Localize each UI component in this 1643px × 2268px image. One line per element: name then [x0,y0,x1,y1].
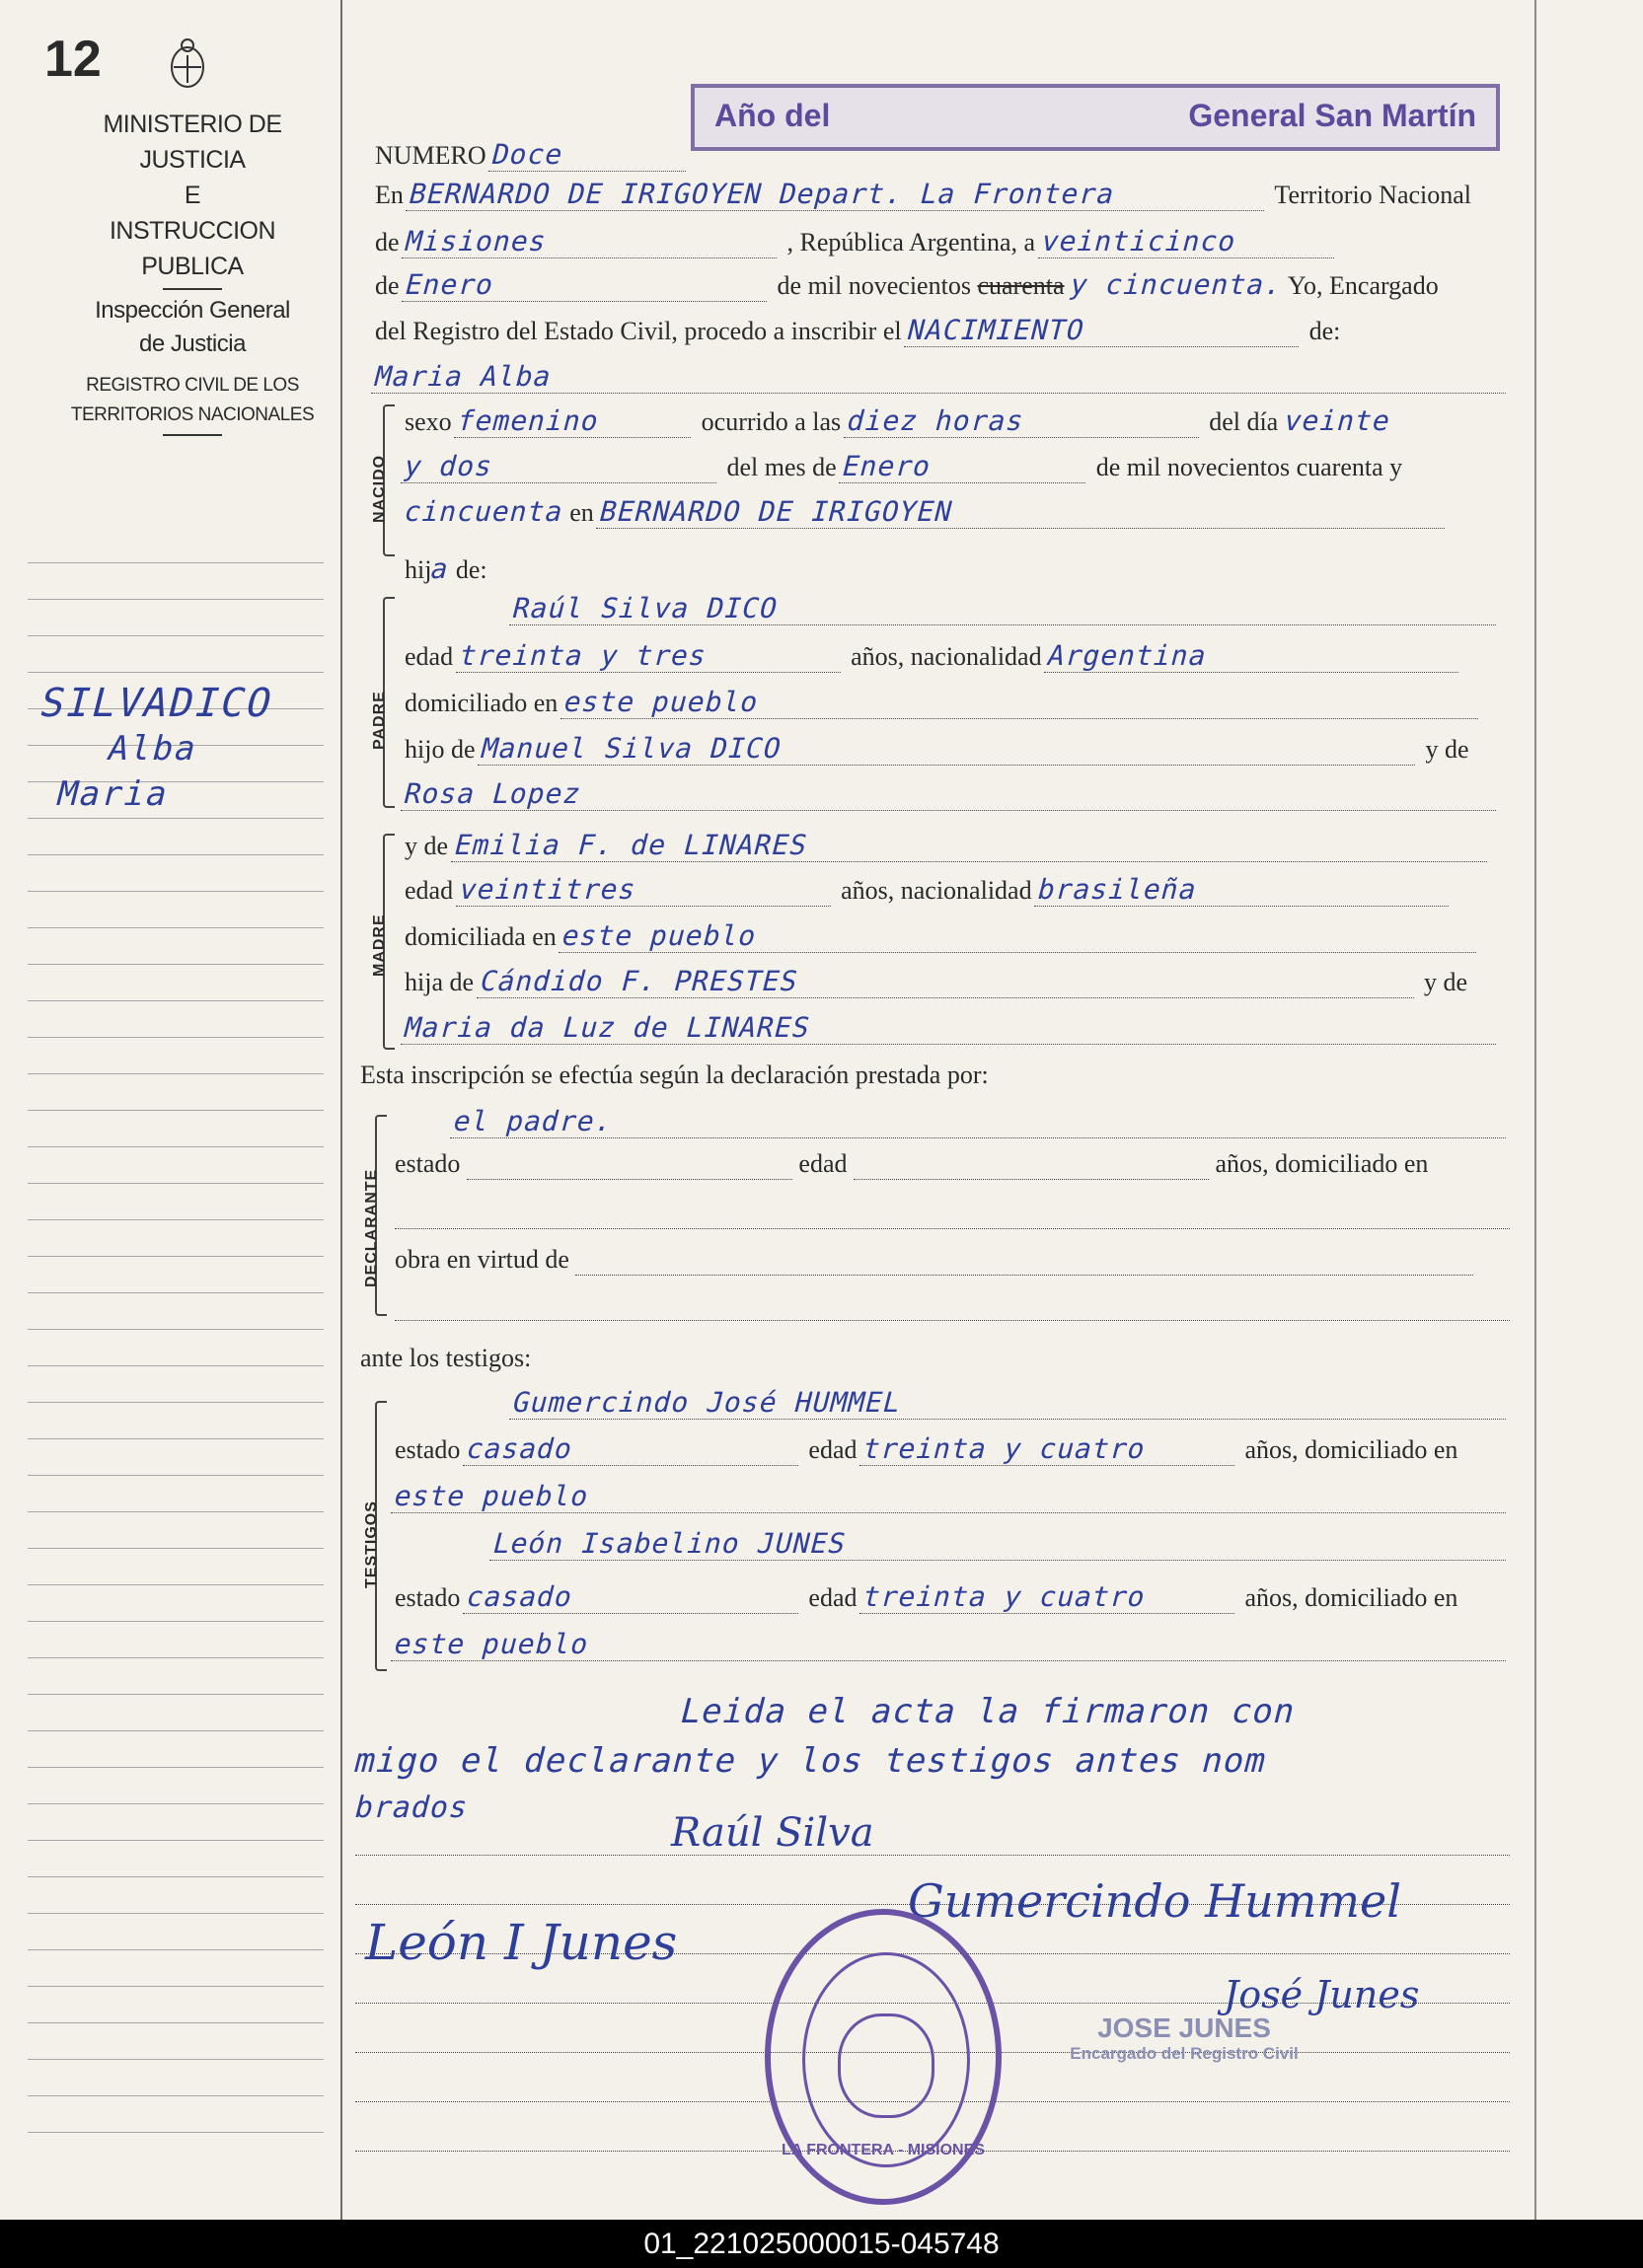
closing-line-1 [676,1692,1301,1731]
madre-nacionalidad: brasileña [1034,873,1456,907]
year-birth-label: de mil novecientos cuarenta y [1095,453,1403,481]
child-name: Maria Alba [371,360,1514,394]
numero-label: NUMERO [375,141,486,170]
closing-text-2: migo el declarante y los testigos antes nom [350,1741,1272,1781]
padre-name: Raúl Silva DICO [509,592,1504,625]
signature-jose: José Junes [1224,1973,1420,2016]
closing-text-1: Leida el acta la firmaron con [676,1692,1301,1731]
month-row [375,268,1439,302]
testigo-1-name: Gumercindo José HUMMEL [509,1386,1514,1420]
declarante-estado-label: estado [395,1149,461,1178]
madre-mother: Maria da Luz de LINARES [401,1011,1504,1045]
declarante-side-label: DECLARANTE [363,1168,380,1287]
padre-domicilio: este pueblo [560,686,1486,719]
testigo-1-edad-label: edad [808,1435,858,1464]
signature-leon: León I Junes [365,1914,678,1971]
dia-label: del día [1209,407,1279,436]
closing-line-2 [350,1741,1272,1781]
margin-given-1: Alba [104,729,202,768]
madre-y-de-label: y de [405,832,449,860]
act-type: NACIMIENTO [904,314,1307,347]
testigo-1-estado-row [395,1432,1457,1466]
registry-line-1: REGISTRO CIVIL DE LOS [86,375,299,396]
declarante-estado-row [395,1149,1428,1180]
padre-hijo-de-label: hijo de [405,735,476,764]
declarante-edad-label: edad [798,1149,848,1178]
ocurrido-label: ocurrido a las [701,407,842,436]
declarante-domiciliado-label: años, domiciliado en [1215,1149,1429,1178]
year-struck: cuarenta [977,271,1065,300]
day-birth-1: veinte [1280,404,1394,437]
testigo-2-domicilio-row [391,1628,1510,1661]
registro-label: del Registro del Estado Civil, procedo a inscribir el [375,317,902,345]
hour-value: diez horas [843,404,1206,438]
padre-edad-label: edad [405,642,454,671]
margin-column [0,0,342,2220]
testigo-2-estado: casado [463,1580,806,1614]
declarante-name-row [450,1105,1510,1138]
testigo-2-name-row [489,1527,1510,1561]
madre-anos-label: años, nacionalidad [841,876,1032,905]
ministry-line-3: INSTRUCCION PUBLICA [109,217,276,280]
declarante-name: el padre. [450,1105,1514,1138]
obra-label: obra en virtud de [395,1245,569,1274]
year-written: y cincuenta. [1066,268,1287,301]
year-stamp-right: General San Martín [1188,98,1476,133]
de-label-2: de [375,271,400,300]
month-birth-row [401,450,1403,483]
en-label: En [375,181,404,209]
declaracion-intro: Esta inscripción se efectúa según la declaración prestada por: [360,1061,989,1089]
ministry-line-1: MINISTERIO DE JUSTICIA [103,110,282,174]
registry-line-2: TERRITORIOS NACIONALES [70,404,315,425]
place-row [375,178,1471,211]
testigo-1-edad: treinta y cuatro [859,1432,1242,1466]
coat-of-arms-icon [166,36,209,91]
official-name: JOSE JUNES [1097,2012,1271,2043]
place-value: BERNARDO DE IRIGOYEN Depart. La Frontera [406,178,1272,211]
margin-annotation [13,681,278,817]
act-type-row [375,314,1340,347]
day-birth-2: y dos [401,450,724,483]
testigo-1-domicilio: este pueblo [391,1480,1514,1513]
ministry-line-2: E [184,182,201,209]
testigo-1-domicilio-row [391,1480,1510,1513]
official-stamp [1036,2012,1332,2064]
testigo-2-edad-label: edad [808,1583,858,1612]
encargado-label: Yo, Encargado [1287,271,1439,300]
hijo-de: de: [455,555,487,584]
obra-row [395,1245,1473,1276]
closing-text-3: brados [350,1791,473,1825]
hijo-label: hij [405,555,432,584]
madre-domicilio-row [405,919,1480,953]
signature-gumercindo: Gumercindo Hummel [908,1874,1401,1928]
de-colon: de: [1308,317,1341,345]
nacido-side-label: NACIDO [371,454,388,523]
year-stamp-left: Año del [714,98,831,133]
madre-domicilio: este pueblo [559,919,1484,953]
testigo-2-estado-label: estado [395,1583,461,1612]
padre-edad-row [405,639,1462,673]
padre-domicilio-row [405,686,1482,719]
testigos-intro: ante los testigos: [360,1344,532,1372]
madre-father: Cándido F. PRESTES [476,965,1421,998]
de-label: de [375,228,400,256]
closing-line-3 [350,1791,473,1825]
hijo-suffix: a [427,552,454,585]
numero-row [375,138,690,172]
mes-label: del mes de [726,453,837,481]
birth-place-row [400,495,1449,529]
testigo-1-domiciliado-label: años, domiciliado en [1244,1435,1458,1464]
month-birth: Enero [839,450,1093,483]
testigo-2-estado-row [395,1580,1457,1614]
birth-place: BERNARDO DE IRIGOYEN [596,495,1453,529]
madre-y-de: y de [1424,968,1468,996]
testigo-2-name: León Isabelino JUNES [489,1527,1514,1561]
madre-mother-row [401,1011,1500,1045]
testigo-2-edad: treinta y cuatro [859,1580,1242,1614]
madre-edad-label: edad [405,876,454,905]
padre-parents-row [405,732,1469,766]
year-label: de mil novecientos [777,271,971,300]
padre-anos-label: años, nacionalidad [851,642,1042,671]
province-row [375,225,1338,258]
signature-raul: Raúl Silva [671,1810,874,1856]
madre-domicilio-label: domiciliada en [405,922,557,951]
republica-label: , República Argentina, a [786,228,1036,256]
inspection-line-1: Inspección General [95,297,290,324]
day-written: veinticinco [1037,225,1341,258]
en-word: en [569,498,594,527]
madre-side-label: MADRE [371,914,388,977]
testigo-2-domicilio: este pueblo [391,1628,1514,1661]
testigo-1-estado: casado [463,1432,806,1466]
madre-edad: veintitres [455,873,838,907]
sexo-label: sexo [405,407,452,436]
padre-edad: treinta y tres [455,639,848,673]
margin-given-2: Maria [52,774,174,814]
padre-domicilio-label: domiciliado en [405,689,559,717]
page-edge [1534,0,1536,2220]
year-stamp [691,84,1500,151]
numero-value: Doce [488,138,694,172]
testigos-side-label: TESTIGOS [363,1500,380,1588]
padre-mother: Rosa Lopez [401,777,1504,811]
territorio-label: Territorio Nacional [1274,181,1472,209]
month-value: Enero [402,268,775,302]
madre-name: Emilia F. de LINARES [450,829,1494,862]
padre-name-row [509,592,1500,625]
madre-edad-row [405,873,1453,907]
ministry-heading [59,107,326,440]
seal-text: LA FRONTERA - MISIONES [782,2142,985,2158]
inspection-line-2: de Justicia [139,330,246,357]
province-value: Misiones [402,225,784,258]
sexo-row [405,404,1394,438]
sexo-value: femenino [454,404,699,438]
official-title: Encargado del Registro Civil [1070,2044,1299,2063]
child-name-row [371,360,1510,394]
padre-nacionalidad: Argentina [1044,639,1466,673]
page-number: 12 [44,31,102,88]
testigo-1-estado-label: estado [395,1435,461,1464]
padre-mother-row [401,777,1500,811]
year-birth-written: cincuenta [400,495,567,528]
padre-side-label: PADRE [371,691,388,750]
image-id-footer: 01_221025000015-045748 [0,2220,1643,2268]
padre-father: Manuel Silva DICO [478,732,1423,766]
testigo-1-name-row [509,1386,1510,1420]
padre-y-de: y de [1425,735,1469,764]
madre-name-row [405,829,1491,862]
madre-hija-de-label: hija de [405,968,475,996]
testigo-2-domiciliado-label: años, domiciliado en [1244,1583,1458,1612]
margin-surname: SILVADICO [35,681,278,726]
hijo-row [405,552,487,585]
registry-seal [765,1909,1002,2205]
madre-parents-row [405,965,1467,998]
